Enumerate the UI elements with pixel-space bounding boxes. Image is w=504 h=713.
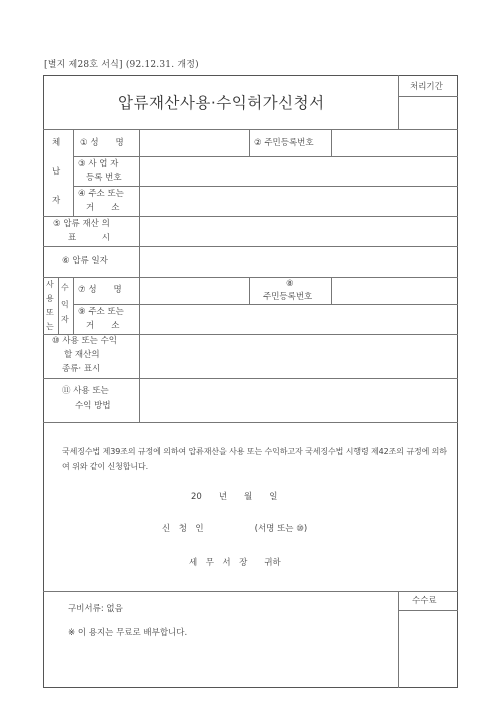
value-col-line xyxy=(249,277,250,304)
fee-col-line xyxy=(398,591,399,688)
user-resident-number-label: 주민등록번호 xyxy=(263,292,313,302)
row-line xyxy=(43,334,458,335)
user-group-char: 용 xyxy=(46,294,54,303)
use-method-label: 수익 방법 xyxy=(75,401,111,411)
fee-label: 수수료 xyxy=(412,596,437,606)
use-property-label: 할 재산의 xyxy=(64,350,100,360)
value-col-line xyxy=(249,129,250,156)
user-group-char: 사 xyxy=(46,280,54,289)
value-col-line xyxy=(331,277,332,304)
recipient-line: 세 무 서 장 귀하 xyxy=(189,558,281,568)
use-property-label: 종류· 표시 xyxy=(62,364,101,374)
row-line xyxy=(43,129,458,130)
processing-period-label: 처리기간 xyxy=(410,82,443,92)
seized-property-label: 표 시 xyxy=(68,233,110,243)
row-line xyxy=(73,156,458,157)
group-col-line xyxy=(73,129,74,216)
biz-reg-label: ③ 사 업 자 xyxy=(78,159,119,169)
user-group-char: 수 xyxy=(61,283,69,292)
row-line xyxy=(43,277,458,278)
resident-number-label: ② 주민등록번호 xyxy=(254,138,314,148)
name-label: ① 성 명 xyxy=(80,138,124,148)
fee-divider xyxy=(398,610,458,611)
taxpayer-label-char: 체 xyxy=(52,138,61,148)
user-address-label: 거 소 xyxy=(86,321,120,331)
user-group-char: 익 xyxy=(61,300,69,309)
user-resident-number-label: ⑧ xyxy=(286,279,294,289)
row-line xyxy=(73,304,458,305)
free-notice: ※ 이 용지는 무료로 배부합니다. xyxy=(68,628,188,638)
use-method-label: ⑪ 사용 또는 xyxy=(62,386,109,396)
title-divider xyxy=(398,75,399,129)
seized-property-label: ⑤ 압류 재산 의 xyxy=(53,219,110,229)
user-address-label: ⑨ 주소 또는 xyxy=(78,307,124,317)
address-label: ④ 주소 또는 xyxy=(78,189,124,199)
date-line: 20 년 월 일 xyxy=(191,492,278,502)
taxpayer-label-char: 납 xyxy=(52,167,61,177)
user-group-char: 는 xyxy=(46,322,54,331)
processing-divider xyxy=(398,96,458,97)
form-title: 압류재산사용·수익허가신청서 xyxy=(118,94,325,112)
row-line xyxy=(43,591,458,592)
use-property-label: ⑩ 사용 또는 수익 xyxy=(52,336,117,346)
group-col-line xyxy=(58,277,59,334)
taxpayer-label-char: 자 xyxy=(52,196,61,206)
group-col-line xyxy=(73,277,74,334)
label-col-line xyxy=(139,129,140,422)
user-name-label: ⑦ 성 명 xyxy=(78,285,122,295)
row-line xyxy=(43,422,458,423)
seizure-date-label: ⑥ 압류 일자 xyxy=(62,256,108,266)
row-line xyxy=(43,216,458,217)
address-label: 거 소 xyxy=(86,203,120,213)
declaration-text: 국세징수법 제39조의 규정에 의하여 압류재산을 사용 또는 수익하고자 국세징수법 시행령 제42조의 규정에 의하여 위와 같이 신청합니다. xyxy=(62,447,447,471)
user-group-char: 또 xyxy=(46,308,54,317)
user-group-char: 자 xyxy=(61,315,69,324)
row-line xyxy=(43,378,458,379)
row-line xyxy=(73,186,458,187)
biz-reg-label: 등록 번호 xyxy=(86,173,122,183)
form-number: [별지 제28호 서식] (92.12.31. 개정) xyxy=(44,60,199,70)
attachments-label: 구비서류: 없음 xyxy=(68,604,123,614)
row-line xyxy=(43,246,458,247)
value-col-line xyxy=(331,129,332,156)
applicant-line: 신 청 인 (서명 또는 ⑩) xyxy=(162,524,308,534)
